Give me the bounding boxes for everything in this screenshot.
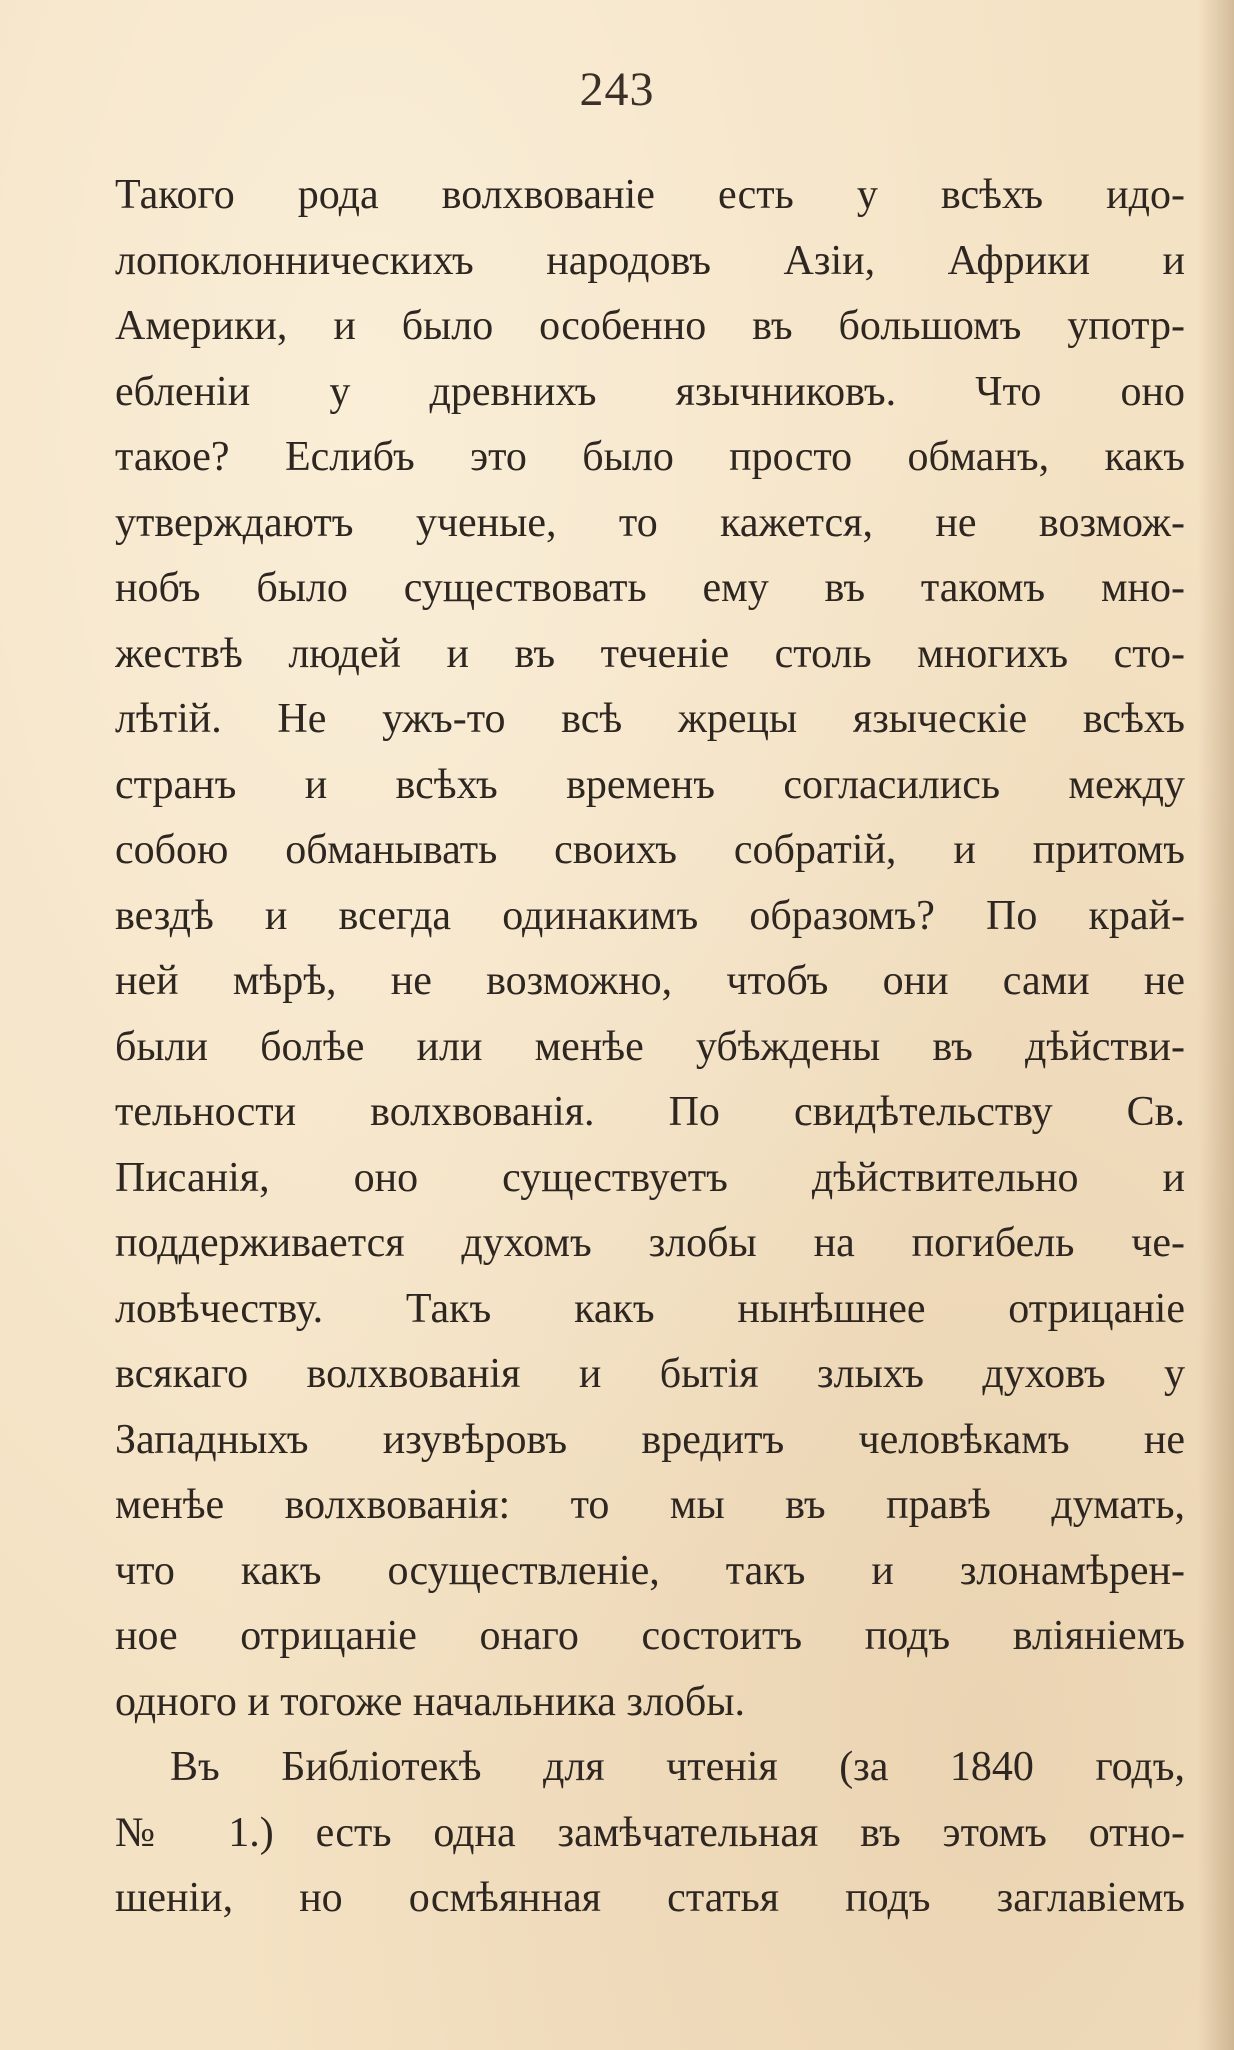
- text-line: нобъ было существовать ему въ такомъ мно-: [115, 565, 1185, 611]
- text-line: такое? Еслибъ это было просто обманъ, какъ: [115, 434, 1185, 480]
- text-line: шеніи, но осмѣянная статья подъ заглавіемъ: [115, 1875, 1185, 1921]
- text-line: собою обманывать своихъ собратій, и притомъ: [115, 827, 1185, 873]
- text-line: менѣе волхвованія: то мы въ правѣ думать,: [115, 1482, 1185, 1528]
- text-line: ебленіи у древнихъ язычниковъ. Что оно: [115, 368, 1185, 415]
- text-line: Писанія, оно существуетъ дѣйствительно и: [115, 1154, 1185, 1201]
- body-text: [115, 163, 1185, 1932]
- text-line: утверждаютъ ученые, то кажется, не возмож-: [115, 499, 1185, 546]
- text-line: тельности волхвованія. По свидѣтельству Св.: [115, 1089, 1185, 1135]
- text-line: Такого рода волхвованіе есть у всѣхъ идо-: [115, 172, 1185, 218]
- text-line: что какъ осуществленіе, такъ и злонамѣрен-: [115, 1547, 1185, 1594]
- text-line: ней мѣрѣ, не возможно, чтобъ они сами не: [115, 958, 1185, 1004]
- text-line: № 1.) есть одна замѣчательная въ этомъ отно-: [115, 1809, 1185, 1856]
- text-line: поддерживается духомъ злобы на погибель че-: [115, 1220, 1185, 1266]
- paragraph-last-line: одного и тогоже начальника злобы.: [115, 1678, 746, 1725]
- text-line: жествѣ людей и въ теченіе столь многихъ сто-: [115, 630, 1185, 677]
- text-line: Америки, и было особенно въ большомъ употр-: [115, 303, 1185, 349]
- text-line: всякаго волхвованія и бытія злыхъ духовъ у: [115, 1351, 1185, 1397]
- text-line: странъ и всѣхъ временъ согласились между: [115, 761, 1185, 808]
- paragraph-first-line: Въ Библіотекѣ для чтенія (за 1840 годъ,: [170, 1744, 1185, 1790]
- page-number: 243: [579, 63, 655, 116]
- text-line: Западныхъ изувѣровъ вредитъ человѣкамъ не: [115, 1416, 1185, 1463]
- text-line: лѣтій. Не ужъ-то всѣ жрецы языческіе всѣхъ: [115, 696, 1185, 742]
- text-line: вездѣ и всегда одинакимъ образомъ? По край-: [115, 892, 1185, 939]
- text-line: лопоклонническихъ народовъ Азіи, Африки и: [115, 237, 1185, 284]
- text-line: были болѣе или менѣе убѣждены въ дѣйстви-: [115, 1023, 1185, 1070]
- text-line: ное отрицаніе онаго состоитъ подъ вліяніемъ: [115, 1613, 1185, 1659]
- page-edge-shadow: [1198, 0, 1234, 2050]
- text-line: ловѣчеству. Такъ какъ нынѣшнее отрицаніе: [115, 1285, 1185, 1332]
